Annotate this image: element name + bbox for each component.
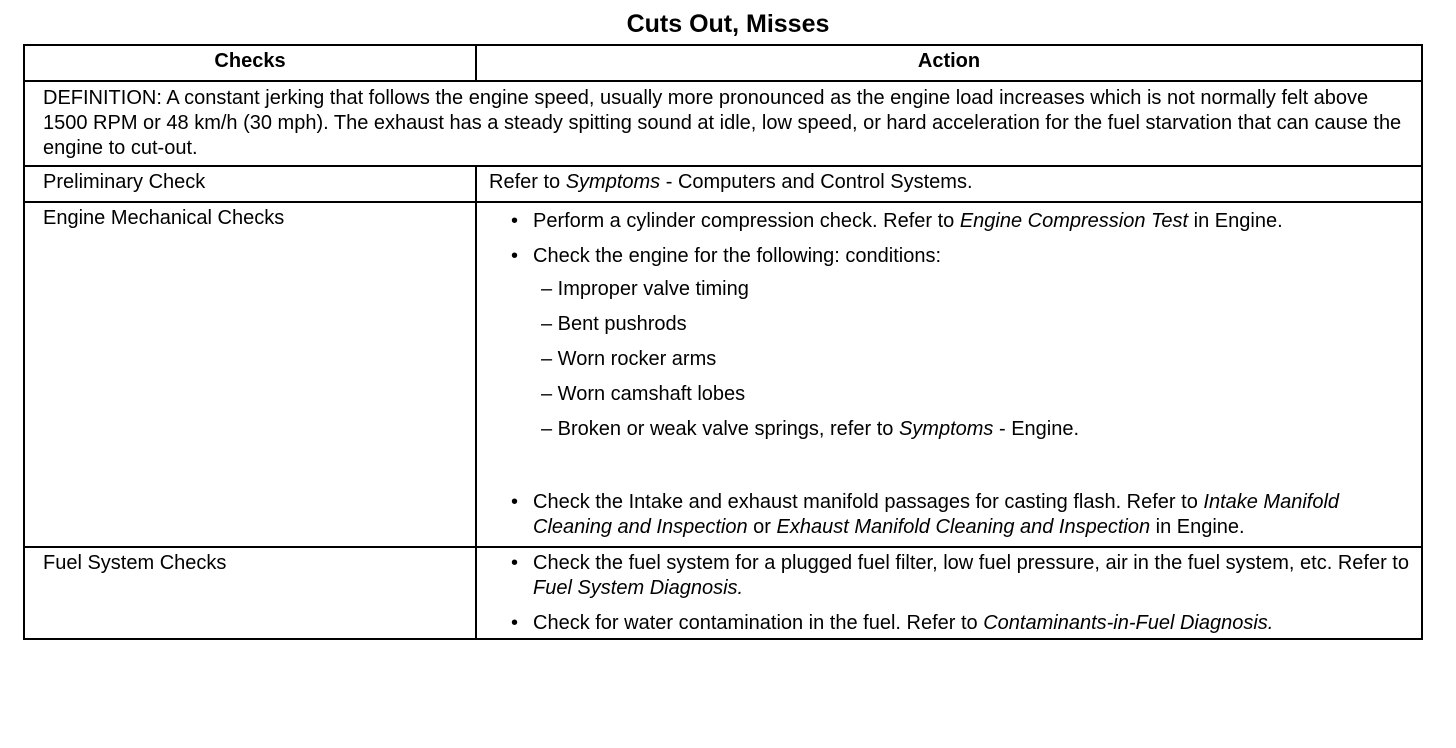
bullet-icon: • (511, 491, 519, 513)
diagnosis-table (23, 44, 1423, 640)
text-span: Check the fuel system for a plugged fuel filter, low fuel pressure, air in the fuel system, etc. Refer to (533, 552, 1409, 574)
sub-item: – Improper valve timing (541, 278, 749, 300)
reference-text: Symptoms (898, 418, 994, 440)
fuel-system-label: Fuel System Checks (24, 547, 476, 639)
bullet-list (511, 209, 1413, 540)
reference-text: Engine Compression Test (959, 210, 1189, 232)
list-item (511, 490, 1413, 540)
engine-mechanical-action (476, 202, 1422, 547)
text-span: - Engine. (993, 418, 1080, 440)
table-row (24, 166, 1422, 202)
bullet-icon: • (511, 552, 519, 574)
text-span: or (747, 516, 777, 538)
definition-text: DEFINITION: A constant jerking that follows the engine speed, usually more pronounced as the engine load increases which is not normally felt above 1500 RPM or 48 km/h (30 mph). The exhaust has a steady spitting sound at idle, low speed, or hard acceleration for the fuel starvation that can cause the engine to cut-out. (24, 81, 1422, 166)
list-item (511, 611, 1413, 636)
page-title: Cuts Out, Misses (626, 10, 830, 38)
sub-item (541, 417, 1413, 442)
bullet-icon: • (511, 245, 519, 267)
text-span: Perform a cylinder compression check. Refer to (533, 210, 960, 232)
header-row (24, 45, 1422, 81)
text-span: Check the engine for the following: conditions: (533, 245, 942, 267)
table-row (24, 547, 1422, 639)
text-span: - Computers and Control Systems. (660, 171, 973, 193)
reference-text: Fuel System Diagnosis. (533, 577, 744, 599)
sub-list (541, 277, 1413, 442)
definition-row (24, 81, 1422, 166)
bullet-list (511, 551, 1413, 636)
fuel-system-action (476, 547, 1422, 639)
bullet-icon: • (511, 210, 519, 232)
sub-item: – Worn rocker arms (541, 348, 717, 370)
bullet-icon: • (511, 612, 519, 634)
text-span: Check the Intake and exhaust manifold passages for casting flash. Refer to (533, 491, 1204, 513)
reference-text: Contaminants-in-Fuel Diagnosis. (983, 612, 1274, 634)
table-row (24, 202, 1422, 547)
preliminary-check-label: Preliminary Check (24, 166, 476, 202)
text-span: Refer to (489, 171, 566, 193)
text-span: Check for water contamination in the fuel. Refer to (533, 612, 984, 634)
checks-header: Checks (24, 45, 476, 81)
action-header: Action (476, 45, 1422, 81)
list-item (511, 244, 1413, 480)
text-span: in Engine. (1150, 516, 1245, 538)
text-span: – Broken or weak valve springs, refer to (541, 418, 899, 440)
engine-mechanical-label: Engine Mechanical Checks (24, 202, 476, 547)
preliminary-action (476, 166, 1422, 202)
symptoms-link-text: Symptoms (565, 171, 661, 193)
sub-item: – Bent pushrods (541, 313, 687, 335)
sub-item: – Worn camshaft lobes (541, 383, 746, 405)
list-item (511, 551, 1413, 601)
reference-text: Exhaust Manifold Cleaning and Inspection (776, 516, 1151, 538)
spacer (533, 452, 1413, 480)
reference-text: Intake Manifold Cleaning and Inspection (533, 491, 1340, 538)
list-item (511, 209, 1413, 234)
text-span: in Engine. (1188, 210, 1283, 232)
